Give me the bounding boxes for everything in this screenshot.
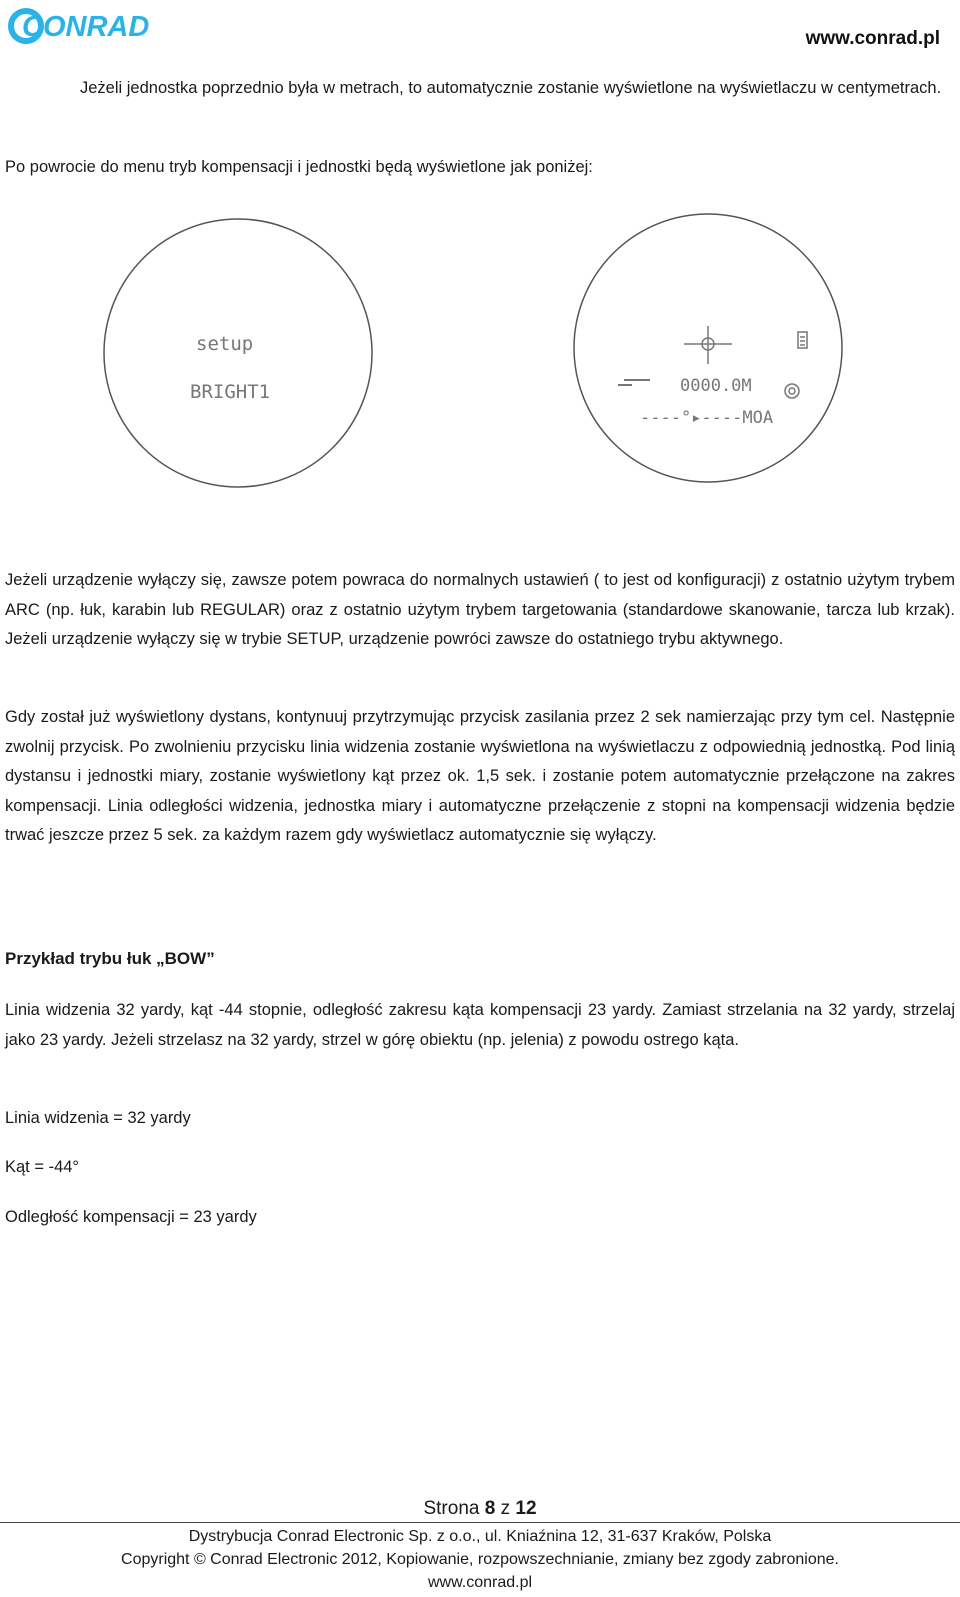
footer-distribution: Dystrybucja Conrad Electronic Sp. z o.o., ul. Kniaźnina 12, 31-637 Kraków, Polska [188,1528,772,1545]
display-bright-label: BRIGHT1 [190,381,271,403]
footer-divider [0,1522,960,1523]
crosshair-icon [684,326,732,364]
page-separator: z [500,1498,511,1519]
display-diagram-measure [570,210,846,486]
compensation-value: Odległość kompensacji = 23 yardy [5,1208,257,1226]
site-url: www.conrad.pl [805,28,940,49]
page-current: 8 [484,1498,496,1519]
display-setup-label: setup [196,333,254,355]
page-total: 12 [515,1498,537,1519]
paragraph-power-off: Jeżeli urządzenie wyłączy się, zawsze potem powraca do normalnych ustawień ( to jest od konfiguracji) z ostatnio użytym trybem ARC (np. łuk, karabin lub REGULAR) oraz z ostatnio użytym trybem targetowania (standardowe skanowanie, tarcza lub krzak). Jeżeli urządzenie wyłączy się w trybie SETUP, urządzenie powróci zawsze do ostatniego trybu aktywnego. [5,571,955,648]
display-diagram-setup [100,215,376,491]
paragraph-bow-example: Linia widzenia 32 yardy, kąt -44 stopnie, odległość zakresu kąta kompensacji 23 yardy. Zamiast strzelania na 32 yardy, strzelaj jako 23 yardy. Jeżeli strzelasz na 32 yardy, strzel w górę obiektu (np. jelenia) z powodu ostrego kąta. [5,1001,955,1049]
paragraph-distance-display: Gdy został już wyświetlony dystans, kontynuuj przytrzymując przycisk zasilania przez 2 sek namierzając przy tym cel. Następnie zwolnij przycisk. Po zwolnieniu przycisku linia widzenia zostanie wyświetlona na wyświetlaczu z odpowiednią jednostką. Pod linią dystansu i jednostki miary, zostanie wyświetlony kąt przez ok. 1,5 sek. i zostanie potem automatycznie przełączone na zakres kompensacji. Linia odległości widzenia, jednostka miary i automatyczne przełączenie z stopni na kompensacji widzenia będzie trwać jeszcze przez 5 sek. za każdym razem gdy wyświetlacz automatycznie się wyłączy. [5,708,955,844]
paragraph-unit-info: Jeżeli jednostka poprzednio była w metrach, to automatycznie zostanie wyświetlone na wyświetlaczu w centymetrach. [80,79,942,97]
page-number [0,1498,960,1520]
logo-text: CONRAD [22,11,150,43]
display-angle-value: ----°▸----MOA [640,408,774,428]
page-word: Strona [423,1498,480,1519]
footer-url: www.conrad.pl [427,1574,533,1591]
target-mode-icon [785,384,799,398]
battery-icon [798,332,807,348]
section-heading-bow: Przykład trybu łuk „BOW” [5,949,215,968]
footer-copyright: Copyright © Conrad Electronic 2012, Kopiowanie, rozpowszechnianie, zmiany bez zgody zabronione. [121,1551,839,1568]
arc-mode-icon [618,380,650,385]
conrad-logo [6,2,166,48]
paragraph-menu-return: Po powrocie do menu tryb kompensacji i jednostki będą wyświetlone jak poniżej: [5,158,593,176]
angle-value: Kąt = -44° [5,1158,80,1176]
display-distance-value: 0000.0M [680,376,752,396]
line-sight-value: Linia widzenia = 32 yardy [5,1109,191,1127]
